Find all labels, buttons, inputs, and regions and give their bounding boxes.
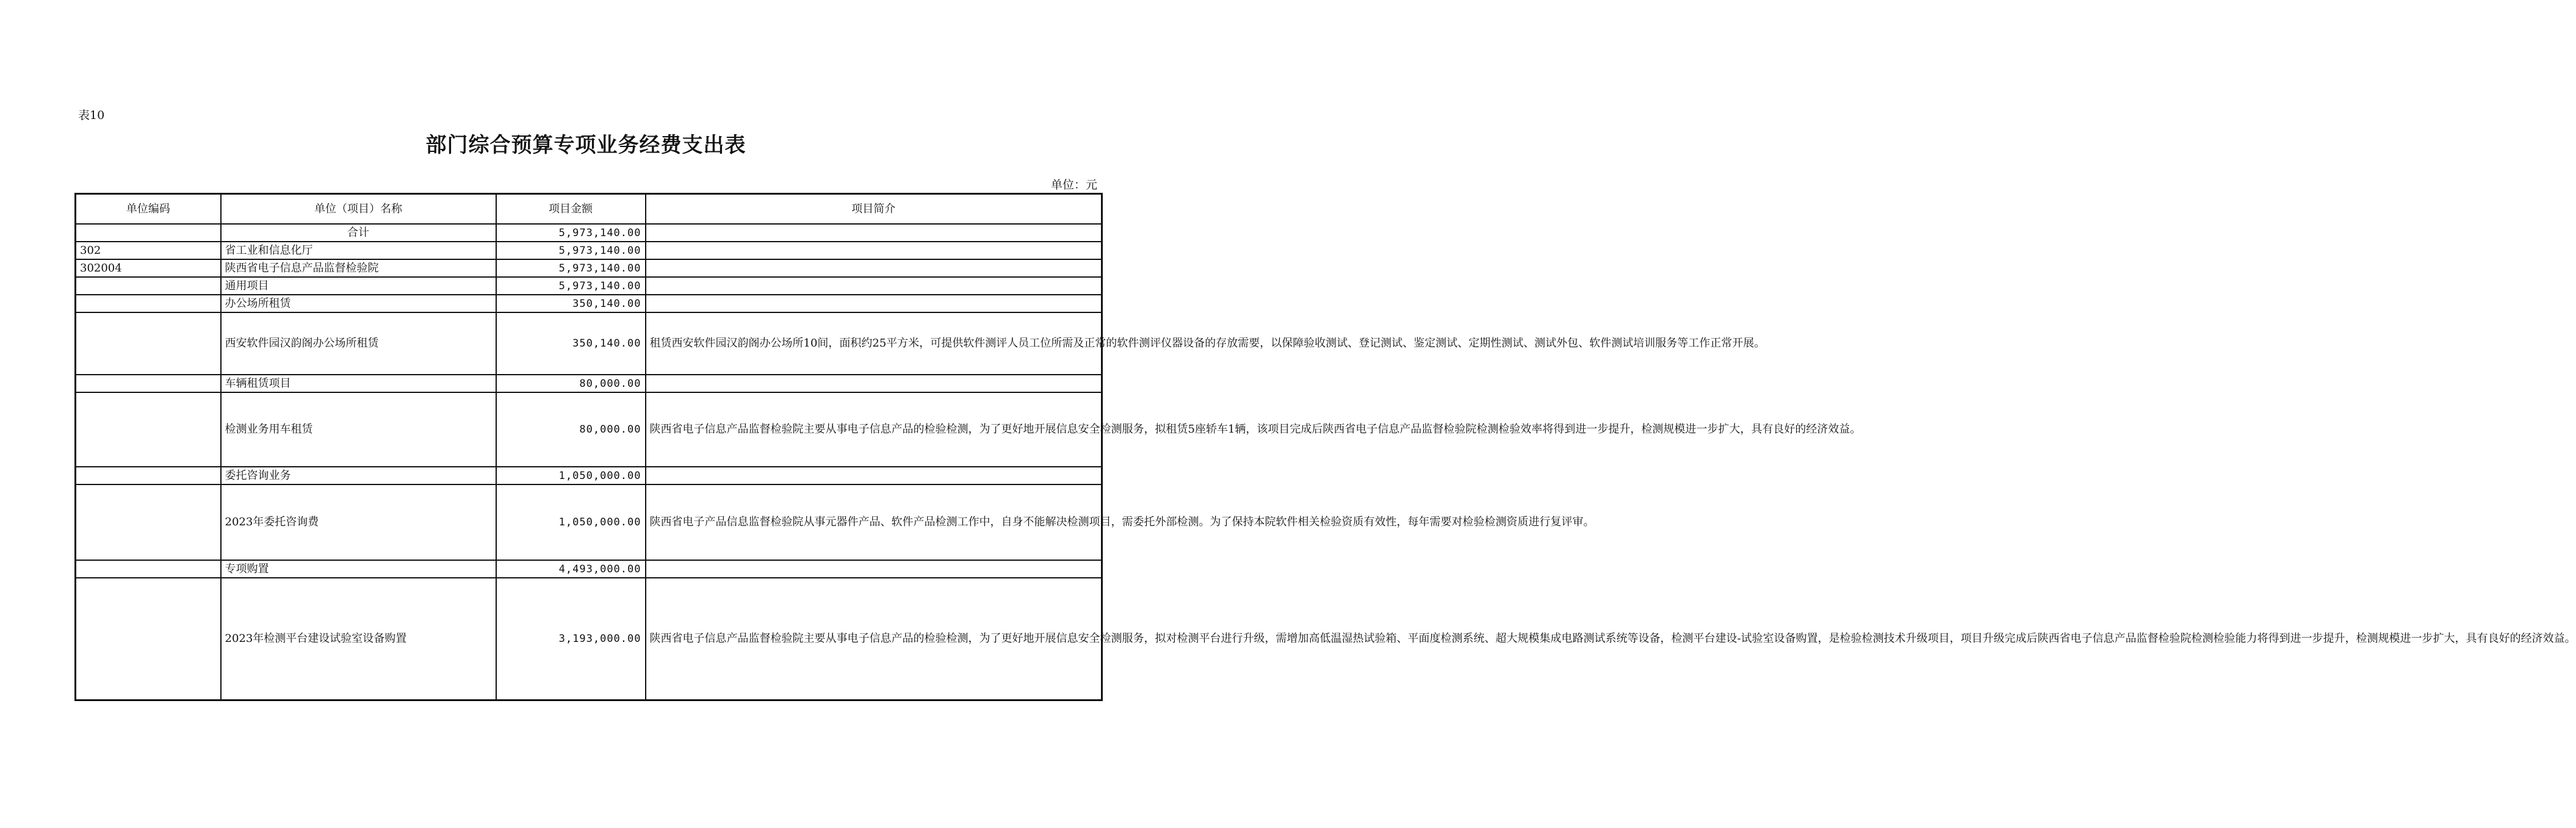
unit-name: 检测业务用车租赁	[221, 392, 496, 467]
description: 陕西省电子信息产品监督检验院主要从事电子信息产品的检验检测，为了更好地开展信息安全检测服务，拟租赁5座轿车1辆，该项目完成后陕西省电子信息产品监督检验院检测检验效率将得到进一步提升，检测规模进一步扩大，具有良好的经济效益。	[646, 392, 1102, 467]
description	[646, 375, 1102, 392]
unit-name: 委托咨询业务	[221, 467, 496, 484]
amount: 350,140.00	[496, 295, 646, 312]
header-unit-code: 单位编码	[76, 194, 221, 225]
unit-name: 2023年检测平台建设试验室设备购置	[221, 578, 496, 700]
amount: 5,973,140.00	[496, 259, 646, 277]
unit-code	[76, 578, 221, 700]
table-row	[76, 295, 1102, 312]
unit-name: 陕西省电子信息产品监督检验院	[221, 259, 496, 277]
budget-table	[74, 193, 2576, 701]
header-name: 单位（项目）名称	[221, 194, 496, 225]
amount: 5,973,140.00	[496, 277, 646, 295]
unit-code	[76, 295, 221, 312]
amount: 3,193,000.00	[496, 578, 646, 700]
table-row	[76, 242, 1102, 259]
table-row	[76, 259, 1102, 277]
description	[646, 467, 1102, 484]
amount: 5,973,140.00	[496, 242, 646, 259]
amount: 80,000.00	[496, 375, 646, 392]
amount: 4,493,000.00	[496, 560, 646, 578]
description	[646, 560, 1102, 578]
header-amount: 项目金额	[496, 194, 646, 225]
header-description: 项目简介	[646, 194, 1102, 225]
description: 陕西省电子产品信息监督检验院从事元器件产品、软件产品检测工作中，自身不能解决检测项目，需委托外部检测。为了保持本院软件相关检验资质有效性，每年需要对检验检测资质进行复评审。	[646, 484, 1102, 560]
unit-note: 单位：元	[1050, 178, 1097, 192]
unit-code	[76, 560, 221, 578]
unit-name: 通用项目	[221, 277, 496, 295]
unit-name: 办公场所租赁	[221, 295, 496, 312]
amount: 80,000.00	[496, 392, 646, 467]
unit-name: 省工业和信息化厅	[221, 242, 496, 259]
table-row	[76, 578, 1102, 700]
description	[646, 242, 1102, 259]
table-row	[76, 467, 1102, 484]
amount: 350,140.00	[496, 312, 646, 375]
table-number: 表10	[78, 109, 105, 122]
unit-name: 车辆租赁项目	[221, 375, 496, 392]
table-row	[76, 277, 1102, 295]
document-title: 部门综合预算专项业务经费支出表	[425, 133, 746, 157]
description: 陕西省电子信息产品监督检验院主要从事电子信息产品的检验检测，为了更好地开展信息安全检测服务，拟对检测平台进行升级，需增加高低温湿热试验箱、平面度检测系统、超大规模集成电路测试系统等设备，检测平台建设-试验室设备购置，是检验检测技术升级项目，项目升级完成后陕西省电子信息产品监督检验院检测检验能力将得到进一步提升，检测规模进一步扩大，具有良好的经济效益。	[646, 578, 1102, 700]
unit-code	[76, 392, 221, 467]
total-row	[76, 224, 1102, 242]
unit-code	[76, 312, 221, 375]
table-row	[76, 375, 1102, 392]
unit-code	[76, 484, 221, 560]
description	[646, 277, 1102, 295]
header-row	[76, 194, 1102, 225]
description	[646, 259, 1102, 277]
table-row	[76, 312, 1102, 375]
unit-code: 302004	[76, 259, 221, 277]
amount: 1,050,000.00	[496, 484, 646, 560]
unit-code	[76, 375, 221, 392]
unit-name: 2023年委托咨询费	[221, 484, 496, 560]
total-label: 合计	[221, 224, 496, 242]
description: 租赁西安软件园汉韵阁办公场所10间，面积约25平方米，可提供软件测评人员工位所需及正常的软件测评仪器设备的存放需要，以保障验收测试、登记测试、鉴定测试、定期性测试、测试外包、软件测试培训服务等工作正常开展。	[646, 312, 1102, 375]
table-row	[76, 392, 1102, 467]
total-desc-cell	[646, 224, 1102, 242]
unit-name: 西安软件园汉韵阁办公场所租赁	[221, 312, 496, 375]
total-amount: 5,973,140.00	[496, 224, 646, 242]
table-row	[76, 560, 1102, 578]
unit-name: 专项购置	[221, 560, 496, 578]
description	[646, 295, 1102, 312]
unit-code	[76, 467, 221, 484]
total-code-cell	[76, 224, 221, 242]
amount: 1,050,000.00	[496, 467, 646, 484]
unit-code: 302	[76, 242, 221, 259]
unit-code	[76, 277, 221, 295]
table-row	[76, 484, 1102, 560]
